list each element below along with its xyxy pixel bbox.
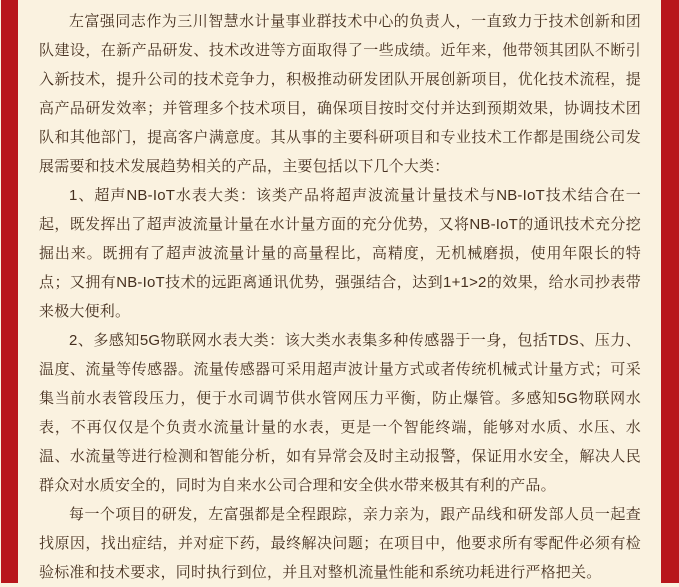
paragraph-project-quality: 每一个项目的研发，左富强都是全程跟踪，亲力亲为，跟产品线和研发部人员一起查找原因，找出症结，并对症下药，最终解决问题；在项目中，他要求所有零配件必须有检验标准和技术要求，同时执行到位，并且对整机流量性能和系统功耗进行严格把关。 (39, 506, 641, 581)
paragraph-category-ultrasonic-nb-iot: 1、超声NB-IoT水表大类：该类产品将超声波流量计量技术与NB-IoT技术结合在一起，既发挥出了超声波流量计量在水计量方面的充分优势，又将NB-IoT的通讯技术充分挖掘出来。既拥有了超声波流量计量的高量程比，高精度，无机械磨损，使用年限长的特点；又拥有NB-IoT技术的远距离通讯优势，强强结合，达到1+1>2的效果，给水司抄表带来极大便利。 (39, 187, 641, 320)
paragraph-intro: 左富强同志作为三川智慧水计量事业群技术中心的负责人，一直致力于技术创新和团队建设，在新产品研发、技术改进等方面取得了一些成绩。近年来，他带领其团队不断引入新技术，提升公司的技术竞争力，积极推动研发团队开展创新项目，优化技术流程，提高产品研发效率；并管理多个技术项目，确保项目按时交付并达到预期效果，协调技术团队和其他部门，提高客户满意度。其从事的主要科研项目和专业技术工作都是围绕公司发展需要和技术发展趋势相关的产品，主要包括以下几个大类： (39, 13, 641, 175)
article-body (39, 7, 641, 587)
paragraph-category-multisense-5g: 2、多感知5G物联网水表大类：该大类水表集多种传感器于一身，包括TDS、压力、温度、流量等传感器。流量传感器可采用超声波计量方式或者传统机械式计量方式；可采集当前水表管段压力，便于水司调节供水管网压力平衡，防止爆管。多感知5G物联网水表，不再仅仅是个负责水流量计量的水表，更是一个智能终端，能够对水质、水压、水温、水流量等进行检测和智能分析，如有异常会及时主动报警，保证用水安全，解决人民群众对水质安全的，同时为自来水公司合理和安全供水带来极其有利的产品。 (39, 332, 641, 494)
left-border-bar (1, 0, 18, 583)
right-border-bar (661, 0, 679, 583)
